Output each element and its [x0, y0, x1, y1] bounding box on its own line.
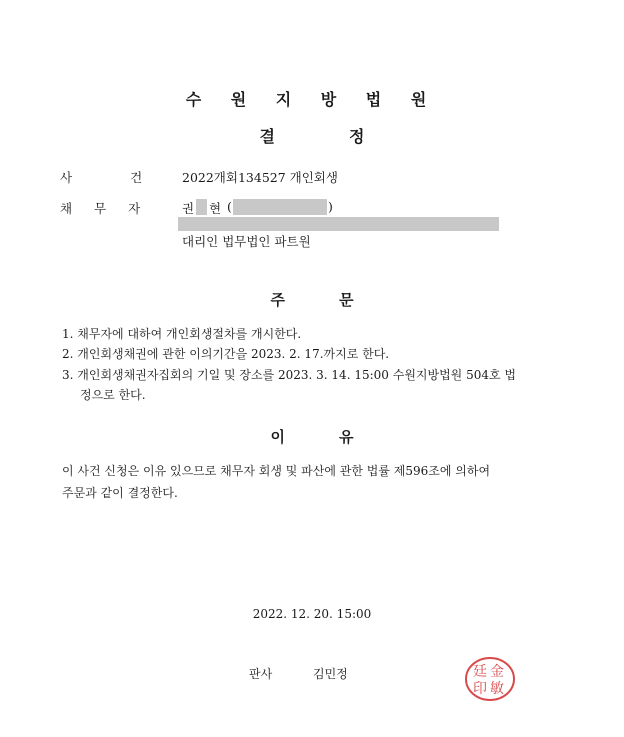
- seal-char: 金: [490, 664, 504, 680]
- seal-char: 廷: [473, 664, 487, 680]
- case-label: [60, 168, 142, 186]
- order-heading-left: 주: [270, 291, 285, 309]
- case-label-char: 사: [60, 170, 73, 185]
- reason-heading: [0, 426, 624, 447]
- document-title-right: 정: [349, 127, 365, 146]
- debtor-label: [60, 199, 140, 217]
- name-redaction: [196, 199, 207, 215]
- document-title-left: 결: [259, 127, 275, 146]
- seal-char: 敏: [490, 681, 504, 697]
- order-heading: [0, 289, 624, 310]
- order-item: 3. 개인회생채권자집회의 기일 및 장소를 2023. 3. 14. 15:00 수원지방법원 504호 법: [62, 368, 516, 382]
- judge-name: 김민정: [313, 667, 348, 681]
- reason-line: 주문과 같이 결정한다.: [62, 486, 178, 500]
- order-item: 2. 개인회생채권에 관한 이의기간을 2023. 2. 17.까지로 한다.: [62, 347, 390, 361]
- case-number: 2022개회134527 개인회생: [182, 170, 338, 185]
- decision-date: 2022. 12. 20. 15:00: [252, 607, 372, 621]
- reason-heading-left: 이: [270, 428, 285, 446]
- case-label-char: 건: [130, 170, 143, 185]
- judge-title: 판사: [249, 667, 273, 681]
- order-item: 1. 채무자에 대하여 개인회생절차를 개시한다.: [62, 327, 302, 341]
- debtor-name-last: 현: [209, 201, 222, 216]
- judge-seal: [464, 656, 516, 702]
- debtor-label-char: 채: [60, 201, 73, 216]
- court-name: 수 원 지 방 법 원: [185, 90, 439, 109]
- debtor-label-char: 자: [128, 201, 141, 216]
- debtor-label-char: 무: [94, 201, 107, 216]
- order-heading-right: 문: [339, 291, 354, 309]
- id-redaction: [233, 199, 327, 215]
- seal-char: 印: [473, 681, 487, 697]
- reason-line: 이 사건 신청은 이유 있으므로 채무자 회생 및 파산에 관한 법률 제596조에 의하여: [62, 464, 491, 478]
- address-redaction: [178, 217, 499, 231]
- debtor-paren-close: ): [328, 199, 333, 214]
- debtor-agent: 대리인 법무법인 파트원: [182, 234, 311, 249]
- order-item-continued: 정으로 한다.: [80, 388, 146, 402]
- reason-heading-right: 유: [339, 428, 354, 446]
- document-title: [0, 124, 624, 147]
- debtor-paren-open: (: [227, 199, 232, 214]
- debtor-name-first: 권: [182, 201, 195, 216]
